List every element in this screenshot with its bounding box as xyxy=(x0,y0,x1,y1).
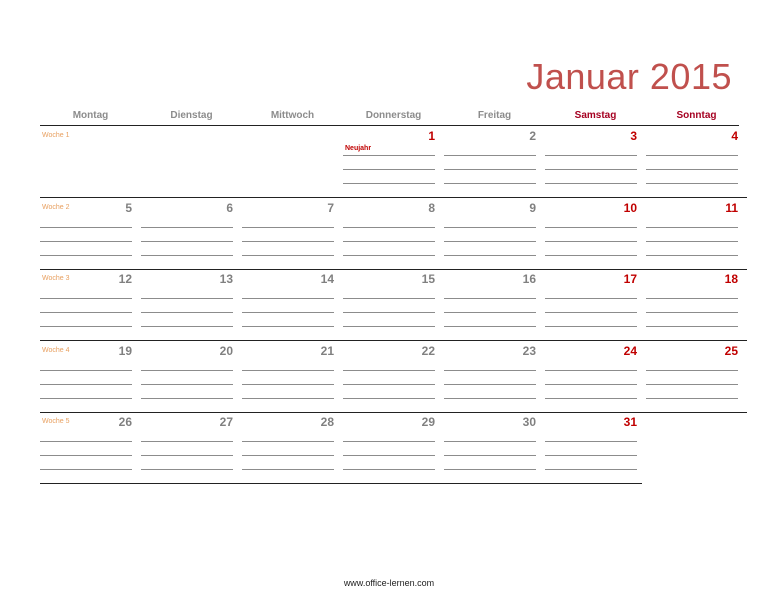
holiday-label: Neujahr xyxy=(345,145,372,152)
week-label: Woche 2 xyxy=(42,203,70,211)
writing-line xyxy=(646,370,738,371)
writing-line xyxy=(242,326,334,327)
writing-line xyxy=(444,370,536,371)
day-number: 7 xyxy=(327,200,334,215)
day-number: 15 xyxy=(421,272,435,286)
writing-line xyxy=(545,469,637,470)
calendar-title: Januar 2015 xyxy=(526,56,732,97)
writing-line xyxy=(545,326,637,327)
writing-line xyxy=(444,398,536,399)
week-label: Woche 5 xyxy=(42,418,70,425)
day-number: 23 xyxy=(522,343,536,358)
writing-line xyxy=(545,455,637,456)
writing-line xyxy=(545,298,637,299)
writing-line xyxy=(444,183,536,184)
weekday-samstag: Samstag xyxy=(574,110,617,121)
day-cell[interactable] xyxy=(40,412,132,484)
day-cell[interactable] xyxy=(444,126,536,198)
writing-line xyxy=(242,312,334,313)
writing-line xyxy=(343,155,435,156)
writing-line xyxy=(141,441,233,442)
weekday-dienstag: Dienstag xyxy=(170,110,213,121)
day-cell[interactable] xyxy=(242,269,334,341)
writing-line xyxy=(343,455,435,456)
writing-line xyxy=(343,469,435,470)
writing-line xyxy=(646,384,738,385)
day-number: 20 xyxy=(219,343,233,358)
writing-line xyxy=(40,384,132,385)
day-cell[interactable] xyxy=(141,198,233,270)
writing-line xyxy=(40,455,132,456)
day-number: 29 xyxy=(421,415,435,429)
writing-line xyxy=(141,469,233,470)
writing-line xyxy=(444,241,536,242)
writing-line xyxy=(646,326,738,327)
week-row xyxy=(40,269,739,341)
weekday-freitag: Freitag xyxy=(477,110,512,121)
writing-line xyxy=(141,370,233,371)
writing-line xyxy=(545,384,637,385)
day-number: 9 xyxy=(529,200,536,215)
day-number: 10 xyxy=(623,200,637,215)
day-number: 22 xyxy=(421,343,435,358)
writing-line xyxy=(343,398,435,399)
writing-line xyxy=(444,155,536,156)
writing-line xyxy=(40,255,132,256)
writing-line xyxy=(343,384,435,385)
writing-line xyxy=(444,469,536,470)
writing-line xyxy=(646,169,738,170)
day-number: 21 xyxy=(320,343,334,358)
writing-line xyxy=(444,169,536,170)
writing-line xyxy=(646,398,738,399)
writing-line xyxy=(444,312,536,313)
week-row xyxy=(40,412,739,484)
day-cell[interactable] xyxy=(545,341,637,413)
writing-line xyxy=(343,241,435,242)
writing-line xyxy=(646,312,738,313)
writing-line xyxy=(141,227,233,228)
day-cell[interactable] xyxy=(444,412,536,484)
writing-line xyxy=(343,169,435,170)
day-number: 26 xyxy=(118,415,132,429)
day-number: 28 xyxy=(320,415,334,429)
writing-line xyxy=(545,155,637,156)
weekday-donnerstag: Donnerstag xyxy=(365,110,422,121)
week-label: Woche 4 xyxy=(42,346,70,354)
day-cell[interactable] xyxy=(646,269,738,341)
day-number: 3 xyxy=(630,129,637,143)
day-cell[interactable] xyxy=(545,126,637,198)
week-row xyxy=(40,198,739,270)
writing-line xyxy=(444,455,536,456)
day-number: 4 xyxy=(731,129,738,143)
writing-line xyxy=(343,441,435,442)
writing-line xyxy=(343,227,435,228)
weekday-montag: Montag xyxy=(72,110,109,121)
writing-line xyxy=(444,298,536,299)
writing-line xyxy=(40,441,132,442)
writing-line xyxy=(40,298,132,299)
writing-line xyxy=(545,241,637,242)
day-cell[interactable] xyxy=(343,412,435,484)
writing-line xyxy=(141,398,233,399)
writing-line xyxy=(444,441,536,442)
writing-line xyxy=(646,183,738,184)
day-cell[interactable] xyxy=(444,198,536,270)
day-number: 6 xyxy=(226,200,233,215)
writing-line xyxy=(646,255,738,256)
writing-line xyxy=(545,255,637,256)
writing-line xyxy=(40,241,132,242)
week-row xyxy=(40,341,739,413)
day-cell[interactable] xyxy=(444,341,536,413)
writing-line xyxy=(40,312,132,313)
day-cell[interactable] xyxy=(343,341,435,413)
day-cell[interactable] xyxy=(343,126,435,198)
writing-line xyxy=(242,455,334,456)
day-cell[interactable] xyxy=(40,269,132,341)
day-number: 5 xyxy=(125,200,132,215)
writing-line xyxy=(545,183,637,184)
writing-line xyxy=(141,455,233,456)
week-divider xyxy=(40,483,642,484)
writing-line xyxy=(545,227,637,228)
day-cell[interactable] xyxy=(444,269,536,341)
writing-line xyxy=(545,169,637,170)
day-cell[interactable] xyxy=(646,341,738,413)
writing-line xyxy=(40,227,132,228)
day-number: 27 xyxy=(219,415,233,429)
writing-line xyxy=(444,227,536,228)
writing-line xyxy=(444,384,536,385)
day-cell[interactable] xyxy=(242,341,334,413)
writing-line xyxy=(545,370,637,371)
writing-line xyxy=(242,469,334,470)
writing-line xyxy=(242,227,334,228)
writing-line xyxy=(545,398,637,399)
day-number: 8 xyxy=(428,200,435,215)
day-number: 11 xyxy=(725,200,738,215)
writing-line xyxy=(141,326,233,327)
weekday-header xyxy=(40,110,739,124)
writing-line xyxy=(242,241,334,242)
writing-line xyxy=(646,227,738,228)
writing-line xyxy=(646,298,738,299)
day-cell[interactable] xyxy=(545,269,637,341)
day-number: 17 xyxy=(623,272,637,286)
writing-line xyxy=(545,441,637,442)
writing-line xyxy=(242,398,334,399)
day-number: 30 xyxy=(522,415,536,429)
day-cell[interactable] xyxy=(545,412,637,484)
footer-url[interactable]: www.office-lernen.com xyxy=(343,578,435,588)
weekday-sonntag: Sonntag xyxy=(676,110,717,121)
writing-line xyxy=(343,312,435,313)
writing-line xyxy=(343,370,435,371)
day-number: 13 xyxy=(219,272,233,286)
writing-line xyxy=(343,326,435,327)
writing-line xyxy=(444,326,536,327)
day-number: 24 xyxy=(623,343,637,358)
writing-line xyxy=(646,241,738,242)
week-label: Woche 1 xyxy=(42,132,70,139)
day-cell[interactable] xyxy=(40,341,132,413)
week-row xyxy=(40,126,739,198)
day-number: 18 xyxy=(724,272,738,286)
day-number: 25 xyxy=(724,343,738,358)
writing-line xyxy=(40,370,132,371)
day-cell[interactable] xyxy=(343,269,435,341)
writing-line xyxy=(242,298,334,299)
writing-line xyxy=(545,312,637,313)
writing-line xyxy=(242,441,334,442)
writing-line xyxy=(40,326,132,327)
writing-line xyxy=(141,241,233,242)
writing-line xyxy=(40,469,132,470)
day-number: 14 xyxy=(320,272,334,286)
day-cell[interactable] xyxy=(646,198,738,270)
day-cell[interactable] xyxy=(343,198,435,270)
writing-line xyxy=(444,255,536,256)
writing-line xyxy=(141,312,233,313)
writing-line xyxy=(141,255,233,256)
week-label: Woche 3 xyxy=(42,275,70,282)
day-number: 16 xyxy=(522,272,536,286)
day-number: 19 xyxy=(118,343,132,358)
writing-line xyxy=(40,398,132,399)
day-number: 12 xyxy=(118,272,132,286)
writing-line xyxy=(343,298,435,299)
day-cell[interactable] xyxy=(40,198,132,270)
writing-line xyxy=(141,298,233,299)
writing-line xyxy=(646,155,738,156)
writing-line xyxy=(242,384,334,385)
writing-line xyxy=(242,370,334,371)
day-cell[interactable] xyxy=(141,412,233,484)
day-cell[interactable] xyxy=(141,269,233,341)
day-cell[interactable] xyxy=(141,341,233,413)
day-number: 2 xyxy=(529,129,536,143)
day-number: 31 xyxy=(623,415,637,429)
day-cell[interactable] xyxy=(545,198,637,270)
day-cell[interactable] xyxy=(242,412,334,484)
weekday-mittwoch: Mittwoch xyxy=(270,110,315,121)
writing-line xyxy=(141,384,233,385)
writing-line xyxy=(343,183,435,184)
writing-line xyxy=(242,255,334,256)
day-cell[interactable] xyxy=(646,126,738,198)
writing-line xyxy=(343,255,435,256)
day-cell[interactable] xyxy=(242,198,334,270)
day-number: 1 xyxy=(428,129,435,143)
